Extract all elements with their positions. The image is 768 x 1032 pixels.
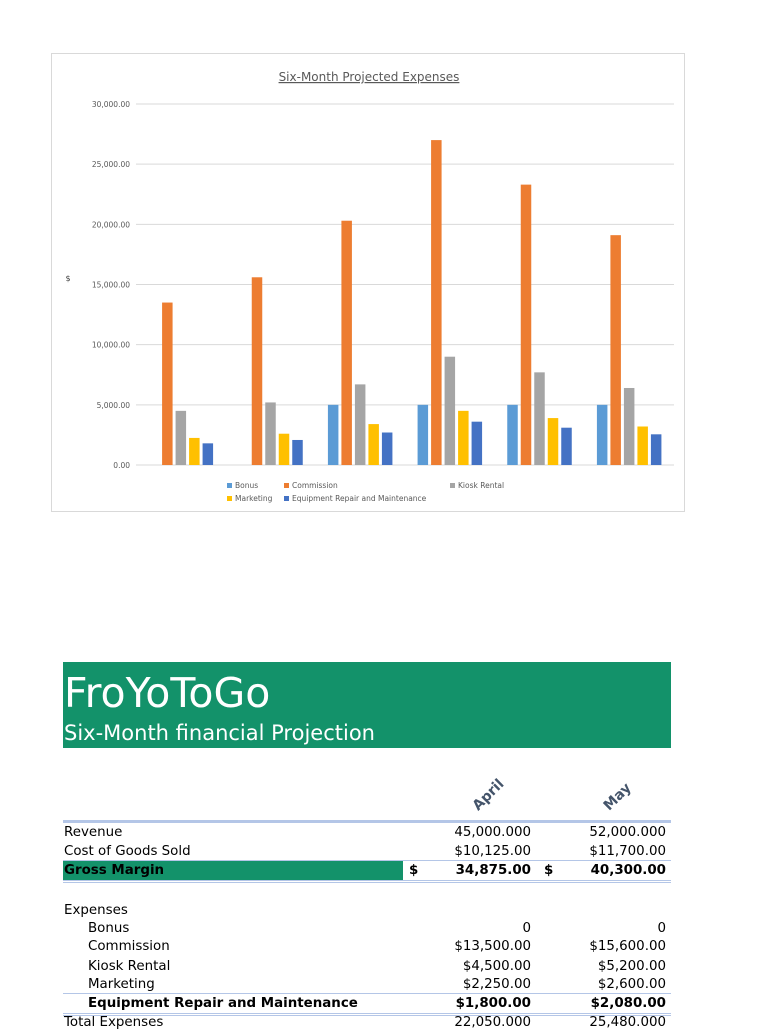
bar — [292, 440, 303, 465]
bar — [418, 405, 429, 465]
bar — [637, 426, 648, 465]
may-value: 0 — [657, 921, 666, 936]
title-banner — [63, 662, 671, 748]
bar — [431, 140, 442, 465]
april-value: $4,500.00 — [462, 959, 531, 974]
dollar-sign: $ — [544, 863, 554, 878]
legend-swatch — [227, 496, 232, 501]
bar — [445, 357, 456, 465]
may-value: $15,600.00 — [589, 939, 666, 954]
row-label: Bonus — [88, 921, 130, 936]
bar — [534, 372, 545, 465]
double-divider — [63, 880, 671, 883]
table-row-kiosk-rental — [63, 957, 671, 976]
bar — [203, 443, 214, 465]
may-value: $2,080.00 — [590, 996, 666, 1011]
row-label: Marketing — [88, 977, 155, 992]
legend-swatch — [227, 483, 232, 488]
table-row-cogs — [63, 842, 671, 861]
y-tick-label: 25,000.00 — [91, 160, 130, 170]
legend-swatch — [284, 483, 289, 488]
april-value: 0 — [522, 921, 531, 936]
expenses-chart — [51, 53, 685, 512]
row-label: Revenue — [64, 825, 123, 840]
bar — [382, 433, 393, 465]
may-value: 40,300.00 — [590, 863, 666, 878]
may-value: $5,200.00 — [597, 959, 666, 974]
y-axis-label: $ — [65, 274, 71, 283]
bar — [651, 434, 662, 465]
row-label: Equipment Repair and Maintenance — [88, 996, 358, 1011]
company-title: FroYoToGo — [64, 669, 271, 717]
y-tick-label: 30,000.00 — [91, 100, 130, 109]
y-tick-label: 20,000.00 — [91, 220, 130, 230]
bar — [521, 185, 532, 465]
dollar-sign: $ — [409, 863, 419, 878]
chart-canvas — [52, 54, 686, 513]
may-value: $11,700.00 — [589, 844, 666, 859]
legend-label: Bonus — [235, 481, 259, 490]
bar — [561, 428, 572, 465]
bar — [176, 411, 187, 465]
row-label: Cost of Goods Sold — [64, 844, 191, 859]
table-row-marketing — [63, 975, 671, 994]
row-label: Total Expenses — [64, 1015, 164, 1030]
may-value: 25,480.000 — [589, 1015, 666, 1030]
row-label: Kiosk Rental — [88, 959, 171, 974]
bar — [624, 388, 635, 465]
bar — [341, 221, 352, 465]
y-tick-label: 0.00 — [113, 461, 130, 470]
y-tick-label: 15,000.00 — [91, 280, 130, 290]
legend-label: Kiosk Rental — [458, 481, 505, 490]
bar — [472, 422, 483, 465]
bar — [328, 405, 339, 465]
april-value: $13,500.00 — [454, 939, 531, 954]
april-value: $2,250.00 — [462, 977, 531, 992]
table-row-commission — [63, 937, 671, 956]
row-label: Gross Margin — [64, 863, 165, 878]
legend-label: Marketing — [235, 494, 273, 503]
bar — [355, 384, 366, 465]
report-subtitle: Six-Month financial Projection — [64, 721, 375, 745]
bar — [368, 424, 379, 465]
row-label: Expenses — [64, 903, 128, 918]
bar — [189, 438, 200, 465]
legend-swatch — [284, 496, 289, 501]
bar — [162, 303, 173, 465]
y-tick-label: 5,000.00 — [96, 400, 130, 410]
bar — [597, 405, 608, 465]
row-label: Commission — [88, 939, 170, 954]
may-value: 52,000.000 — [589, 825, 666, 840]
bar — [265, 402, 276, 465]
bar — [252, 277, 263, 465]
table-row-total-expenses — [63, 1013, 671, 1032]
table-row-bonus — [63, 919, 671, 938]
april-value: $1,800.00 — [455, 996, 531, 1011]
bar — [507, 405, 518, 465]
y-tick-label: 10,000.00 — [91, 340, 130, 350]
legend-swatch — [450, 483, 455, 488]
table-row-equipment — [63, 994, 671, 1013]
table-row-gross-margin — [63, 861, 671, 880]
table-row-revenue — [63, 823, 671, 842]
april-value: 34,875.00 — [455, 863, 531, 878]
table-row-expenses-header — [63, 901, 671, 920]
may-value: $2,600.00 — [597, 977, 666, 992]
bar — [548, 418, 559, 465]
bar — [610, 235, 621, 465]
month-header-may: May — [600, 780, 635, 814]
legend-label: Commission — [292, 481, 338, 490]
month-header-april: April — [469, 776, 508, 814]
april-value: 22,050.000 — [454, 1015, 531, 1030]
april-value: 45,000.000 — [454, 825, 531, 840]
bar — [279, 434, 290, 465]
chart-title: Six-Month Projected Expenses — [278, 70, 460, 84]
bar — [458, 411, 469, 465]
legend-label: Equipment Repair and Maintenance — [292, 494, 427, 503]
april-value: $10,125.00 — [454, 844, 531, 859]
